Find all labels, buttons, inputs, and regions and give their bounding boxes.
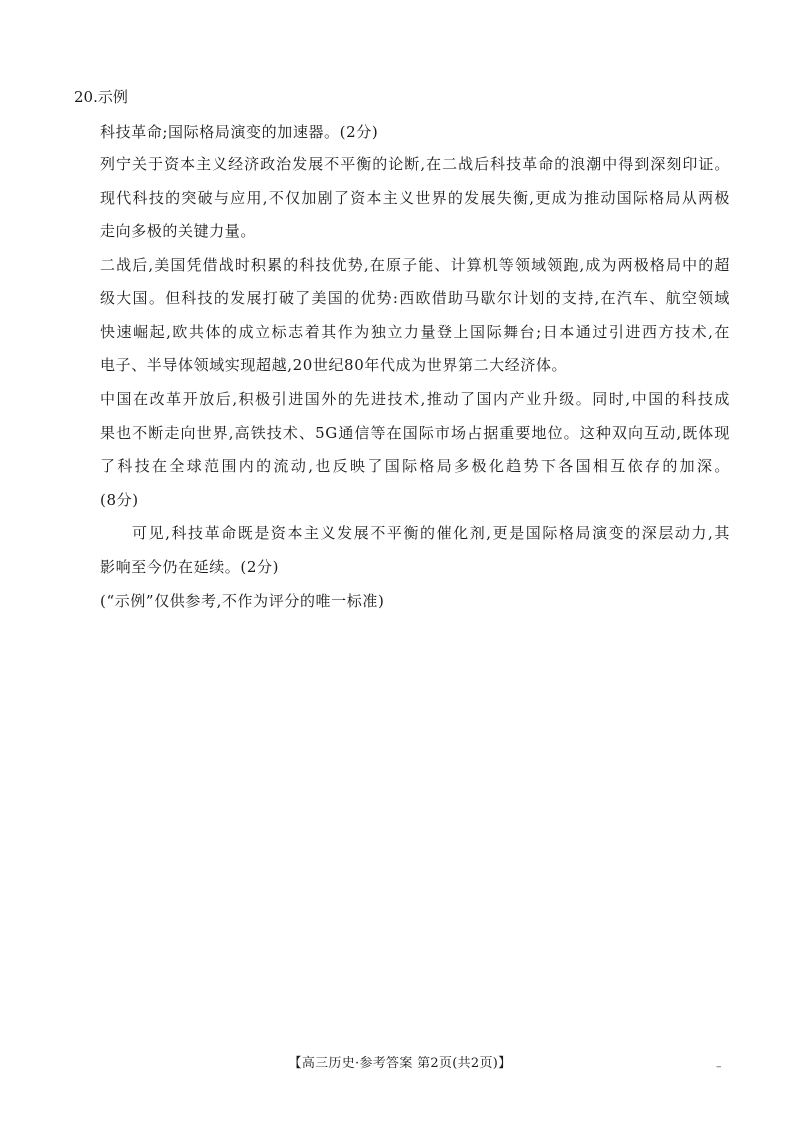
answer-line-2: 列宁关于资本主义经济政治发展不平衡的论断,在二战后科技革命的浪潮中得到深刻印证。: [100, 155, 730, 173]
answer-line-14: 影响至今仍在延续。(2分): [100, 558, 280, 576]
page-footer: 【高三历史·参考答案 第2页(共2页)】: [288, 1056, 512, 1071]
answer-line-6: 级大国。但科技的发展打破了美国的优势:西欧借助马歇尔计划的支持,在汽车、航空领域: [100, 289, 730, 307]
page-corner-mark: –: [716, 1060, 722, 1073]
answer-note: (“示例”仅供参考,不作为评分的唯一标准): [100, 592, 385, 610]
question-number: 20.示例: [74, 88, 128, 106]
answer-line-9: 中国在改革开放后,积极引进国外的先进技术,推动了国内产业升级。同时,中国的科技成: [100, 390, 730, 408]
answer-line-3: 现代科技的突破与应用,不仅加剧了资本主义世界的发展失衡,更成为推动国际格局从两极: [100, 189, 730, 207]
answer-line-4: 走向多极的关键力量。: [100, 222, 257, 240]
answer-line-8: 电子、半导体领域实现超越,20世纪80年代成为世界第二大经济体。: [100, 356, 568, 374]
answer-line-11: 了科技在全球范围内的流动,也反映了国际格局多极化趋势下各国相互依存的加深。: [100, 457, 730, 475]
answer-line-10: 果也不断走向世界,高铁技术、5G通信等在国际市场占据重要地位。这种双向互动,既体现: [100, 424, 730, 442]
answer-line-13: 可见,科技革命既是资本主义发展不平衡的催化剂,更是国际格局演变的深层动力,其: [132, 524, 730, 542]
answer-line-5: 二战后,美国凭借战时积累的科技优势,在原子能、计算机等领域领跑,成为两极格局中的超: [100, 256, 730, 274]
answer-line-12-score: (8分): [100, 491, 139, 509]
answer-line-1: 科技革命;国际格局演变的加速器。(2分): [100, 123, 379, 141]
answer-line-7: 快速崛起,欧共体的成立标志着其作为独立力量登上国际舞台;日本通过引进西方技术,在: [100, 323, 730, 341]
